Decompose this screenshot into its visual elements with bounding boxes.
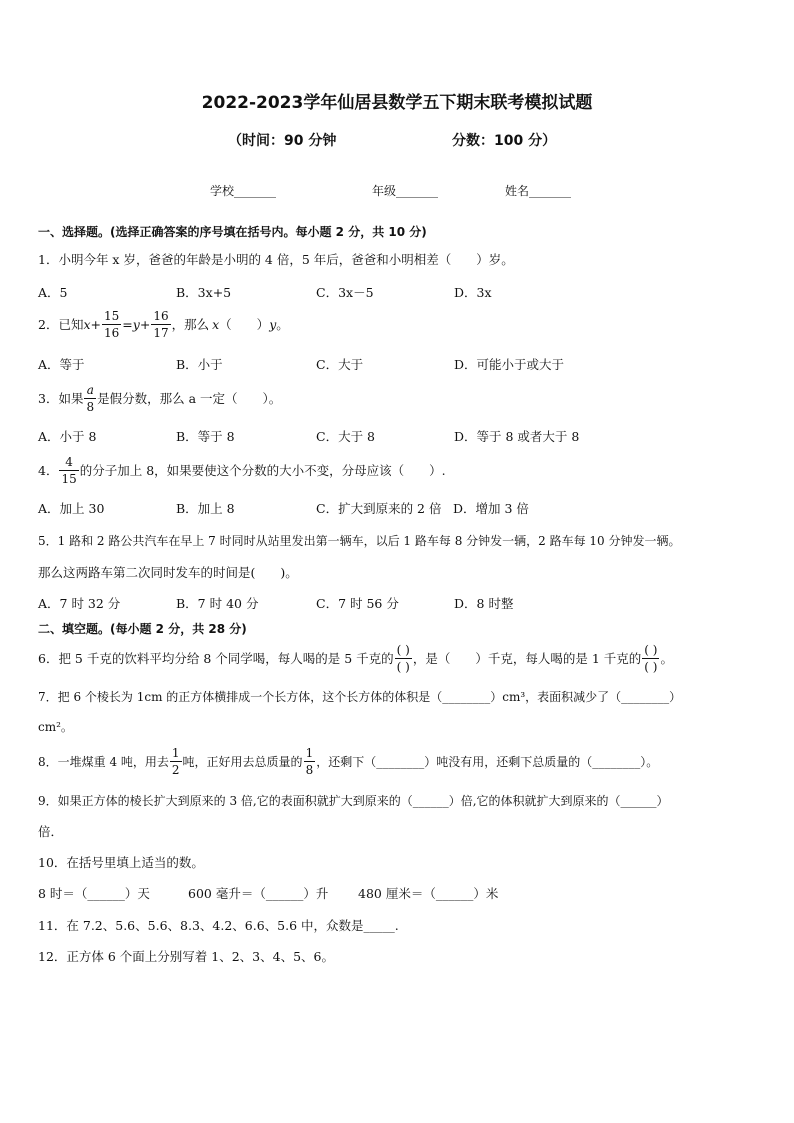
q4-option-a: A．加上 30: [38, 501, 105, 516]
q2-option-a: A．等于: [38, 357, 85, 372]
q2-var-x: x: [83, 316, 91, 332]
q2-var-x-2: x: [212, 316, 220, 332]
q2-var-y: y: [132, 316, 140, 332]
q4-option-d: D．增加 3 倍: [453, 501, 529, 516]
section-heading-choice: 一、选择题。(选择正确答案的序号填在括号内。每小题 2 分，共 10 分): [38, 225, 427, 239]
q4-option-b: B．加上 8: [176, 501, 235, 516]
q10-item-cm: 480 厘米＝（______）米: [358, 886, 499, 901]
question-12: 12．正方体 6 个面上分别写着 1、2、3、4、5、6。: [38, 949, 334, 964]
q6-part-c: 。: [660, 651, 673, 666]
q1-option-c: C．3x－5: [316, 285, 374, 300]
score-label: 分数：100 分）: [452, 133, 557, 149]
question-7-line-2: cm²。: [38, 720, 73, 734]
q3-fraction-denominator: 8: [86, 399, 95, 414]
question-4: [38, 452, 446, 488]
question-11: 11．在 7.2、5.6、5.6、8.3、4.2、6.6、5.6 中，众数是_____.: [38, 918, 399, 933]
q2-option-c: C．大于: [316, 357, 364, 372]
q3-prefix: 3．如果: [38, 391, 84, 406]
q3-option-c: C．大于 8: [316, 429, 375, 444]
q8-fraction-2-numerator: 1: [305, 745, 314, 760]
q2-option-b: B．小于: [176, 357, 223, 372]
question-7-line-1: 7．把 6 个棱长为 1cm 的正方体横排成一个长方体，这个长方体的体积是（________）cm³，表面积减少了（________）: [38, 690, 682, 704]
time-label: （时间：90 分钟: [228, 133, 337, 149]
q6-fraction-1-denominator: ( ): [396, 659, 410, 674]
q3-fraction: [84, 384, 96, 413]
q3-fraction-numerator: a: [86, 382, 94, 397]
school-field: 学校_______: [210, 184, 277, 198]
q3-option-b: B．等于 8: [176, 429, 235, 444]
q2-equals: =: [122, 316, 133, 332]
q10-item-ml: 600 毫升＝（______）升: [188, 886, 329, 901]
question-9-line-2: 倍．: [38, 824, 64, 839]
q2-fraction-1-denominator: 16: [104, 325, 120, 340]
q2-option-d: D．可能小于或大于: [454, 357, 565, 372]
q8-fraction-2: [304, 747, 316, 776]
q1-option-b: B．3x+5: [176, 285, 232, 300]
q6-fraction-1-numerator: ( ): [396, 642, 410, 657]
q8-fraction-1-numerator: 1: [171, 745, 180, 760]
q8-part-c: ，还剩下（________）吨没有用，还剩下总质量的（________）。: [316, 754, 659, 769]
q2-end: 。: [276, 317, 289, 332]
q2-mid: ，那么: [171, 317, 210, 332]
q2-fraction-2-denominator: 17: [153, 325, 169, 340]
q2-fraction-2: [151, 310, 170, 339]
q8-part-a: 8．一堆煤重 4 吨，用去: [38, 754, 169, 769]
q1-option-d: D．3x: [454, 285, 492, 300]
question-1: 1．小明今年 x 岁，爸爸的年龄是小明的 4 倍，5 年后，爸爸和小明相差（ ）岁。: [38, 252, 514, 267]
q10-item-hours: 8 时＝（______）天: [38, 886, 150, 901]
q6-fraction-1: [395, 644, 412, 673]
q5-option-c: C．7 时 56 分: [316, 596, 399, 611]
q2-fraction-1: [102, 310, 121, 339]
question-10: 10．在括号里填上适当的数。: [38, 855, 204, 870]
question-5-line-2: 那么这两路车第二次同时发车的时间是( )。: [38, 565, 298, 580]
q2-fraction-2-numerator: 16: [153, 308, 169, 323]
q1-option-a: A．5: [38, 285, 68, 300]
q2-prefix: 2．已知: [38, 317, 84, 332]
q2-fraction-1-numerator: 15: [104, 308, 120, 323]
q2-var-y-2: y: [269, 316, 277, 332]
section-heading-fill: 二、填空题。(每小题 2 分，共 28 分): [38, 622, 247, 636]
q8-fraction-1: [170, 747, 182, 776]
q4-suffix: 的分子加上 8，如果要使这个分数的大小不变，分母应该（ ）.: [79, 463, 446, 478]
question-5-line-1: 5．1 路和 2 路公共汽车在早上 7 时同时从站里发出第一辆车，以后 1 路车每 8 分钟发一辆，2 路车每 10 分钟发一辆。: [38, 534, 681, 548]
q8-fraction-2-denominator: 8: [305, 762, 314, 777]
page-title: 2022-2023学年仙居县数学五下期末联考模拟试题: [201, 93, 593, 113]
question-8: [38, 743, 658, 779]
q4-fraction: [59, 456, 78, 485]
q4-option-c: C．扩大到原来的 2 倍: [316, 501, 442, 516]
q3-option-d: D．等于 8 或者大于 8: [454, 429, 580, 444]
q6-fraction-2-numerator: ( ): [644, 642, 658, 657]
q8-fraction-1-denominator: 2: [171, 762, 180, 777]
q4-prefix: 4．: [38, 463, 59, 478]
q6-fraction-2: [642, 644, 659, 673]
q4-fraction-denominator: 15: [61, 471, 77, 486]
q6-fraction-2-denominator: ( ): [644, 659, 658, 674]
q5-option-a: A．7 时 32 分: [38, 596, 121, 611]
q4-fraction-numerator: 4: [65, 454, 73, 469]
q5-option-d: D．8 时整: [454, 596, 514, 611]
q2-plus-1: +: [90, 316, 101, 332]
q3-suffix: 是假分数，那么 a 一定（ ）。: [97, 391, 282, 406]
question-3: [38, 380, 281, 416]
q8-part-b: 吨，正好用去总质量的: [182, 754, 303, 769]
q2-blank: （ ）: [219, 317, 270, 332]
q6-part-a: 6．把 5 千克的饮料平均分给 8 个同学喝，每人喝的是 5 千克的: [38, 651, 394, 666]
grade-field: 年级_______: [372, 184, 439, 198]
name-field: 姓名_______: [505, 184, 572, 198]
question-6: [38, 640, 673, 676]
q6-part-b: ，是（ ）千克，每人喝的是 1 千克的: [412, 651, 642, 666]
q3-option-a: A．小于 8: [38, 429, 97, 444]
question-2: [38, 306, 289, 342]
question-9-line-1: 9．如果正方体的棱长扩大到原来的 3 倍,它的表面积就扩大到原来的（______）倍,它的体积就扩大到原来的（______）: [38, 794, 669, 808]
q5-option-b: B．7 时 40 分: [176, 596, 259, 611]
q2-plus-2: +: [139, 316, 151, 332]
